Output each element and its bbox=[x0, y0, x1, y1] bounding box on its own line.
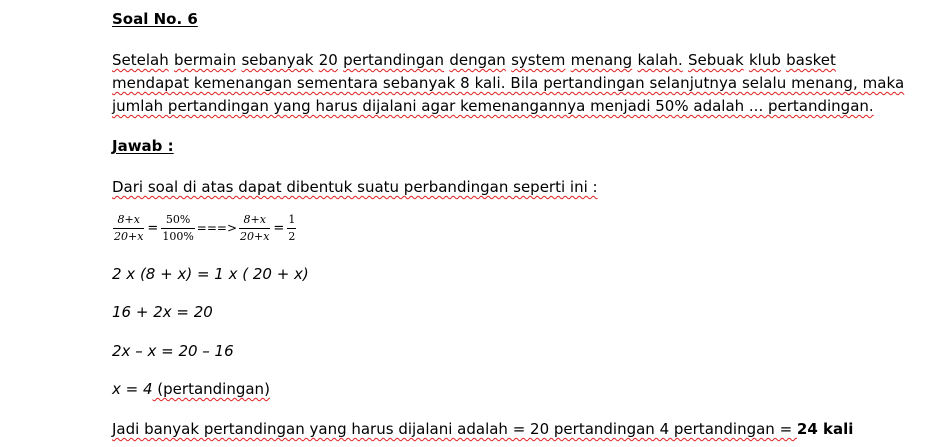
fraction-2 bbox=[161, 213, 194, 244]
problem-line-1-word: klub bbox=[748, 51, 781, 69]
intro-sentence: Dari soal di atas dapat dibentuk suatu perbandingan seperti ini : bbox=[112, 178, 598, 196]
step-2: 16 + 2x = 20 bbox=[112, 303, 213, 321]
step-1-text: 2 x (8 + x) = 1 x ( 20 + x) bbox=[112, 265, 309, 283]
problem-line-2: mendapat kemenangan sementara sebanyak 8 kali. Bila pertandingan selanjutnya selalu menang, maka bbox=[112, 74, 905, 92]
fraction-4-denominator: 2 bbox=[288, 229, 296, 243]
intro-text bbox=[112, 177, 598, 197]
answer-label: Jawab : bbox=[112, 137, 174, 155]
step-4 bbox=[112, 379, 270, 399]
step-1 bbox=[112, 264, 309, 284]
problem-line-1-word: sebanyak bbox=[241, 51, 314, 69]
fraction-4-numerator: 1 bbox=[288, 212, 296, 226]
fraction-4 bbox=[287, 213, 296, 244]
conclusion bbox=[112, 419, 853, 439]
fraction-1-numerator: 8+x bbox=[117, 212, 140, 226]
step-4-unit: (pertandingan) bbox=[152, 380, 270, 398]
conclusion-text: Jadi banyak pertandingan yang harus dijalani adalah = 20 pertandingan 4 pertandingan = bbox=[112, 420, 797, 438]
problem-line-1-word: pertandingan bbox=[343, 51, 445, 69]
problem-line-1-word: menang bbox=[570, 51, 633, 69]
problem-line-1-word: system bbox=[511, 51, 566, 69]
step-4-equation: x = 4 bbox=[112, 380, 153, 398]
problem-line-3: jumlah pertandingan yang harus dijalani agar kemenangannya menjadi 50% adalah ... pertandingan. bbox=[112, 97, 874, 115]
problem-line-1-word: kalah. bbox=[637, 51, 683, 69]
conclusion-result: 24 kali bbox=[796, 420, 854, 438]
problem-heading: Soal No. 6 bbox=[112, 10, 198, 28]
problem-line-1-word: Setelah bbox=[112, 51, 169, 69]
fraction-2-numerator: 50% bbox=[165, 212, 191, 226]
fraction-1-bar bbox=[113, 228, 144, 229]
equals-sign-1: = bbox=[147, 220, 159, 236]
equals-sign-2: = bbox=[273, 220, 285, 236]
fraction-4-bar bbox=[287, 228, 296, 229]
problem-line-1-word: bermain bbox=[174, 51, 237, 69]
proportion-equation bbox=[112, 208, 297, 248]
fraction-2-bar bbox=[161, 228, 194, 229]
problem-line-1-word: Sebuak bbox=[688, 51, 744, 69]
fraction-3-denominator: 20+x bbox=[240, 229, 270, 243]
implies-arrow: ===> bbox=[196, 221, 237, 235]
fraction-3-numerator: 8+x bbox=[243, 212, 266, 226]
fraction-3 bbox=[239, 213, 270, 244]
problem-line-1-word: basket bbox=[786, 51, 836, 69]
problem-line-1-word: 20 bbox=[318, 51, 338, 69]
problem-line-1 bbox=[112, 50, 836, 70]
fraction-2-denominator: 100% bbox=[162, 229, 194, 243]
fraction-1 bbox=[113, 213, 144, 244]
document-page bbox=[112, 0, 905, 447]
step-3: 2x – x = 20 – 16 bbox=[112, 342, 234, 360]
problem-line-1-word: dengan bbox=[449, 51, 506, 69]
fraction-3-bar bbox=[239, 228, 270, 229]
fraction-1-denominator: 20+x bbox=[114, 229, 144, 243]
